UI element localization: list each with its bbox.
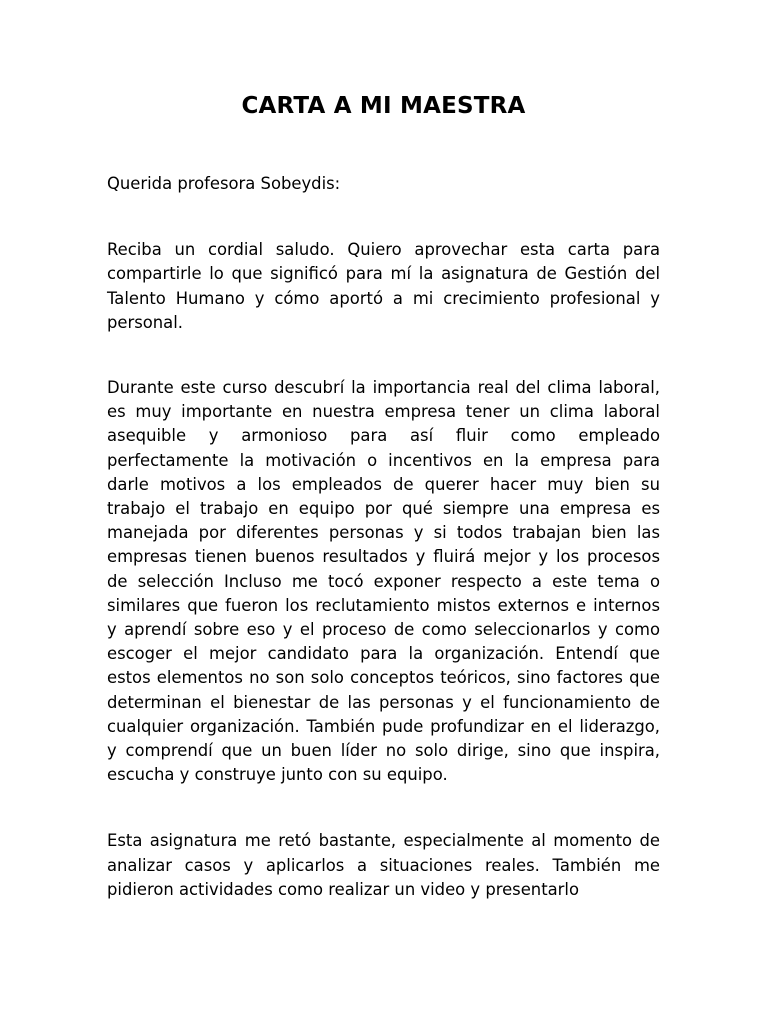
paragraph-course-learnings: Durante este curso descubrí la importancia real del clima laboral, es muy importante en nuestra empresa tener un clima laboral asequible y armonioso para así fluir como empleado perfectamente la motivación o incentivos en la empresa para darle motivos a los empleados de querer hacer muy bien su trabajo el trabajo en equipo por qué siempre una empresa es manejada por diferentes personas y si todos trabajan bien las empresas tienen buenos resultados y fluirá mejor y los procesos de selección Incluso me tocó exponer respecto a este tema o similares que fueron los reclutamiento mistos externos e internos y aprendí sobre eso y el proceso de como seleccionarlos y como escoger el mejor candidato para la organización. Entendí que estos elementos no son solo conceptos teóricos, sino factores que determinan el bienestar de las personas y el funcionamiento de cualquier organización. También pude profundizar en el liderazgo, y comprendí que un buen líder no solo dirige, sino que inspira, escucha y construye junto con su equipo. [107, 378, 660, 785]
letter-title: CARTA A MI MAESTRA [241, 93, 526, 119]
letter-page [107, 0, 660, 902]
paragraph-challenges: Esta asignatura me retó bastante, especialmente al momento de analizar casos y aplicarlos a situaciones reales. También me pidieron actividades como realizar un video y presentarlo [107, 831, 660, 899]
letter-greeting: Querida profesora Sobeydis: [107, 174, 341, 193]
paragraph-intro: Reciba un cordial saludo. Quiero aprovechar esta carta para compartirle lo que significó para mí la asignatura de Gestión del Talento Humano y cómo aportó a mi crecimiento profesional y personal. [107, 240, 660, 332]
